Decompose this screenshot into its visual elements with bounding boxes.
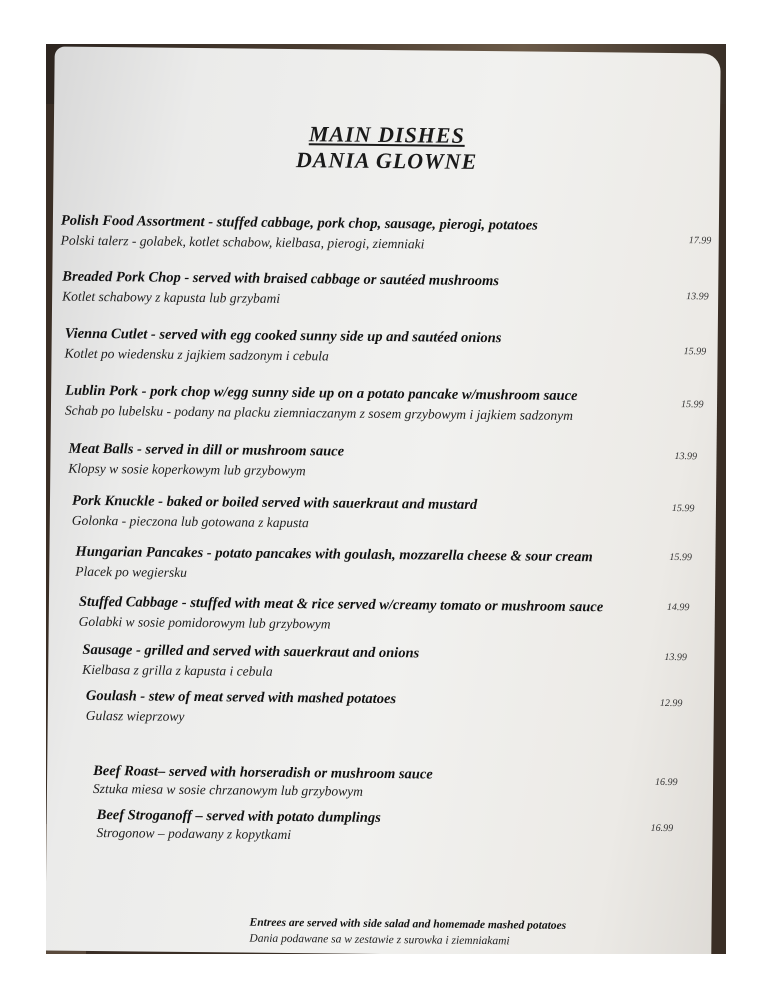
dish-name: Breaded Pork Chop - served with braised cabbage or sautéed mushrooms (62, 268, 500, 290)
dish-polish: Strogonow – podawany z kopytkami (96, 825, 292, 843)
dish-price: 13.99 (664, 651, 687, 664)
dish-name: Sausage - grilled and served with sauerkraut and onions (82, 641, 420, 662)
dish-item (49, 641, 715, 679)
menu-page (46, 47, 721, 954)
dish-item (47, 762, 713, 799)
dish-price: 12.99 (659, 697, 683, 710)
dish-item (52, 268, 718, 306)
dish-polish: Sztuka miesa w sosie chrzanowym lub grzybowym (92, 780, 364, 799)
dish-item (48, 687, 714, 724)
dish-price: 16.99 (655, 776, 678, 789)
dish-price: 15.99 (671, 503, 695, 515)
dish-name: Stuffed Cabbage - stuffed with meat & rice served w/creamy tomato or mushroom sauce (78, 593, 604, 616)
dish-item (49, 593, 715, 632)
dish-price: 13.99 (674, 451, 698, 463)
dish-price: 14.99 (666, 601, 690, 614)
dish-price: 15.99 (669, 552, 692, 564)
dish-polish: Golonka - pieczona lub gotowana z kapusta (71, 512, 309, 531)
dish-polish: Kielbasa z grilla z kapusta i cebula (82, 661, 273, 679)
dish-item (52, 325, 718, 364)
menu-subheading: DANIA GLOWNE (295, 147, 478, 174)
dish-name: Beef Roast– served with horseradish or mushroom sauce (93, 762, 433, 783)
dish-polish: Golabki w sosie pomidorowym lub grzybowym (78, 613, 331, 632)
dish-item (53, 212, 719, 252)
dish-polish: Schab po lubelsku - podany na placku ziemniaczanym z sosem grzybowym i jajkiem sadzonym (64, 402, 574, 423)
menu-heading: MAIN DISHES (308, 121, 465, 148)
menu-photo (46, 44, 726, 954)
dish-price: 13.99 (686, 291, 709, 303)
dish-polish: Kotlet po wiedensku z jajkiem sadzonym i cebula (64, 345, 329, 364)
dish-polish: Kotlet schabowy z kapusta lub grzybami (62, 288, 281, 306)
dish-name: Hungarian Pancakes - potato pancakes with goulash, mozzarella cheese & sour cream (75, 543, 593, 566)
dish-name: Polish Food Assortment - stuffed cabbage, pork chop, sausage, pierogi, potatoes (60, 212, 538, 234)
dish-price: 15.99 (683, 346, 707, 358)
dish-name: Meat Balls - served in dill or mushroom sauce (68, 440, 345, 460)
dish-name: Pork Knuckle - baked or boiled served with sauerkraut and mustard (71, 492, 478, 513)
dish-name: Beef Stroganoff – served with potato dumplings (96, 807, 381, 826)
dish-item (50, 543, 716, 580)
dish-item (50, 492, 716, 531)
dish-price: 16.99 (650, 822, 674, 835)
dish-price: 15.99 (680, 399, 704, 411)
footer-note-polish: Dania podawane sa w zestawie z surowka i ziemniakami (249, 932, 510, 948)
footer-note-english: Entrees are served with side salad and homemade mashed potatoes (249, 916, 567, 932)
dish-polish: Klopsy w sosie koperkowym lub grzybowym (68, 460, 306, 479)
dish-polish: Gulasz wieprzowy (85, 707, 185, 724)
dish-name: Goulash - stew of meat served with mashed potatoes (85, 687, 397, 708)
dish-item (51, 440, 717, 479)
dish-name: Vienna Cutlet - served with egg cooked sunny side up and sautéed onions (64, 325, 502, 347)
dish-item (51, 382, 717, 423)
dish-price: 17.99 (688, 235, 712, 247)
dish-polish: Polski talerz - golabek, kotlet schabow, kielbasa, pierogi, ziemniaki (60, 232, 425, 252)
dish-name: Lublin Pork - pork chop w/egg sunny side up on a potato pancake w/mushroom sauce (65, 382, 578, 405)
dish-item (47, 806, 713, 843)
dish-polish: Placek po wegiersku (75, 563, 188, 580)
